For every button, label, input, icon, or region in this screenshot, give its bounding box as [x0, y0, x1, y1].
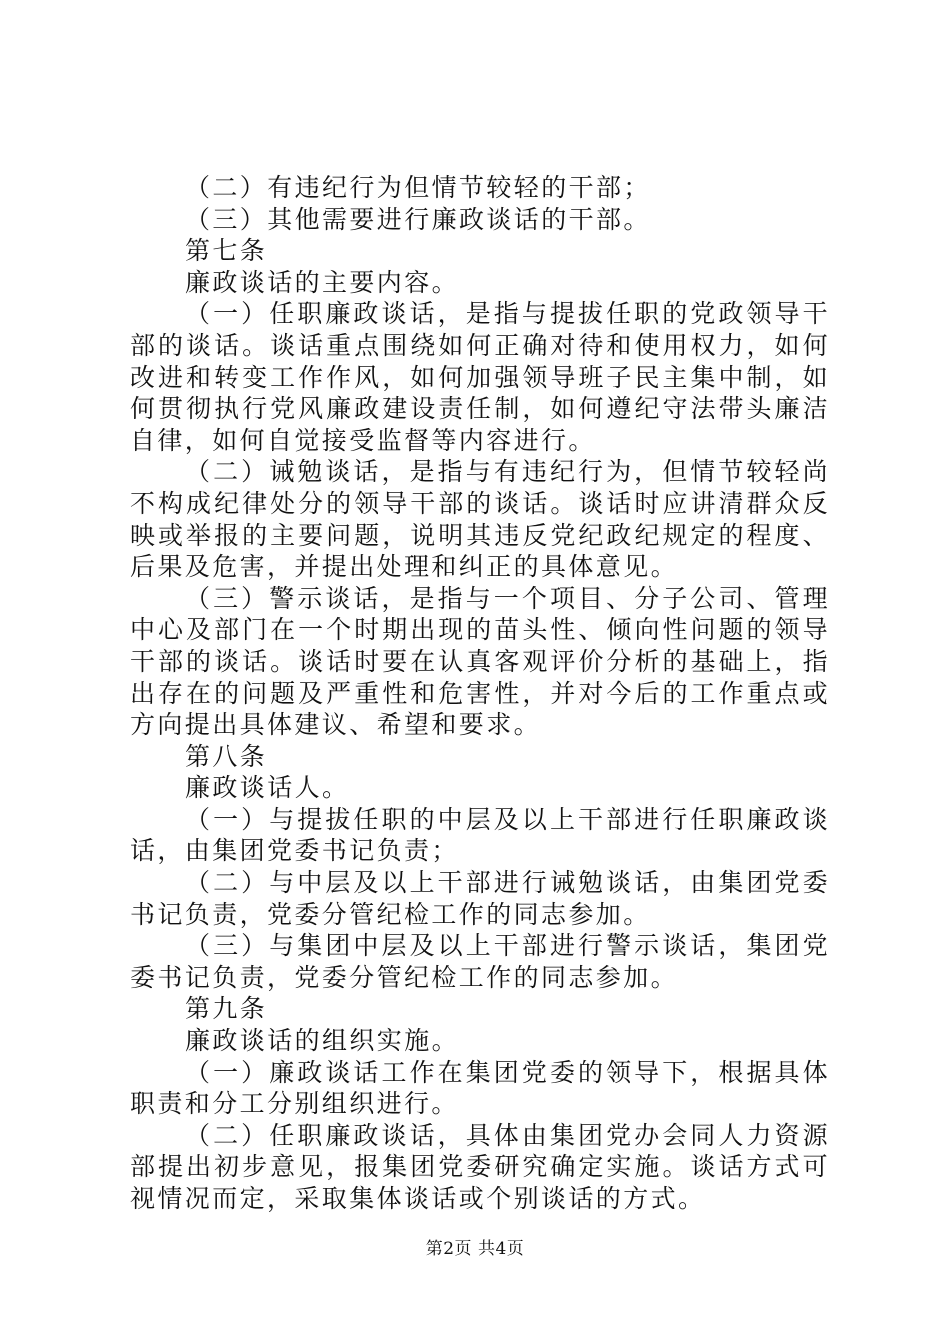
- paragraph: （二）任职廉政谈话，具体由集团党办会同人力资源部提出初步意见，报集团党委研究确定实施。谈话方式可视情况而定，采取集体谈话或个别谈话的方式。: [130, 1120, 830, 1213]
- paragraph: （一）任职廉政谈话，是指与提拔任职的党政领导干部的谈话。谈话重点围绕如何正确对待和使用权力，如何改进和转变工作作风，如何加强领导班子民主集中制，如何贯彻执行党风廉政建设责任制，如何遵纪守法带头廉洁自律，如何自觉接受监督等内容进行。: [130, 299, 830, 455]
- paragraph: （一）与提拔任职的中层及以上干部进行任职廉政谈话，由集团党委书记负责；: [130, 804, 830, 866]
- page-number-footer: 第2页 共4页: [425, 1239, 525, 1259]
- paragraph: 廉政谈话的组织实施。: [185, 1026, 460, 1056]
- paragraph: （一）廉政谈话工作在集团党委的领导下，根据具体职责和分工分别组织进行。: [130, 1057, 830, 1119]
- document-body: [130, 172, 830, 1215]
- article-heading: 第八条: [185, 741, 268, 771]
- paragraph: 廉政谈话人。: [185, 773, 350, 803]
- paragraph: （三）警示谈话，是指与一个项目、分子公司、管理中心及部门在一个时期出现的苗头性、倾向性问题的领导干部的谈话。谈话时要在认真客观评价分析的基础上，指出存在的问题及严重性和危害性，并对今后的工作重点或方向提出具体建议、希望和要求。: [130, 583, 830, 740]
- paragraph: （三）其他需要进行廉政谈话的干部。: [185, 204, 651, 234]
- paragraph: （二）有违纪行为但情节较轻的干部；: [185, 173, 651, 202]
- paragraph: （二）诫勉谈话，是指与有违纪行为，但情节较轻尚不构成纪律处分的领导干部的谈话。谈话时应讲清群众反映或举报的主要问题，说明其违反党纪政纪规定的程度、后果及危害，并提出处理和纠正的具体意见。: [130, 457, 830, 582]
- article-heading: 第七条: [185, 236, 268, 266]
- paragraph: （二）与中层及以上干部进行诫勉谈话，由集团党委书记负责，党委分管纪检工作的同志参加。: [130, 868, 830, 929]
- paragraph: （三）与集团中层及以上干部进行警示谈话，集团党委书记负责，党委分管纪检工作的同志参加。: [130, 931, 830, 992]
- paragraph: 廉政谈话的主要内容。: [185, 267, 460, 297]
- article-heading: 第九条: [185, 994, 268, 1024]
